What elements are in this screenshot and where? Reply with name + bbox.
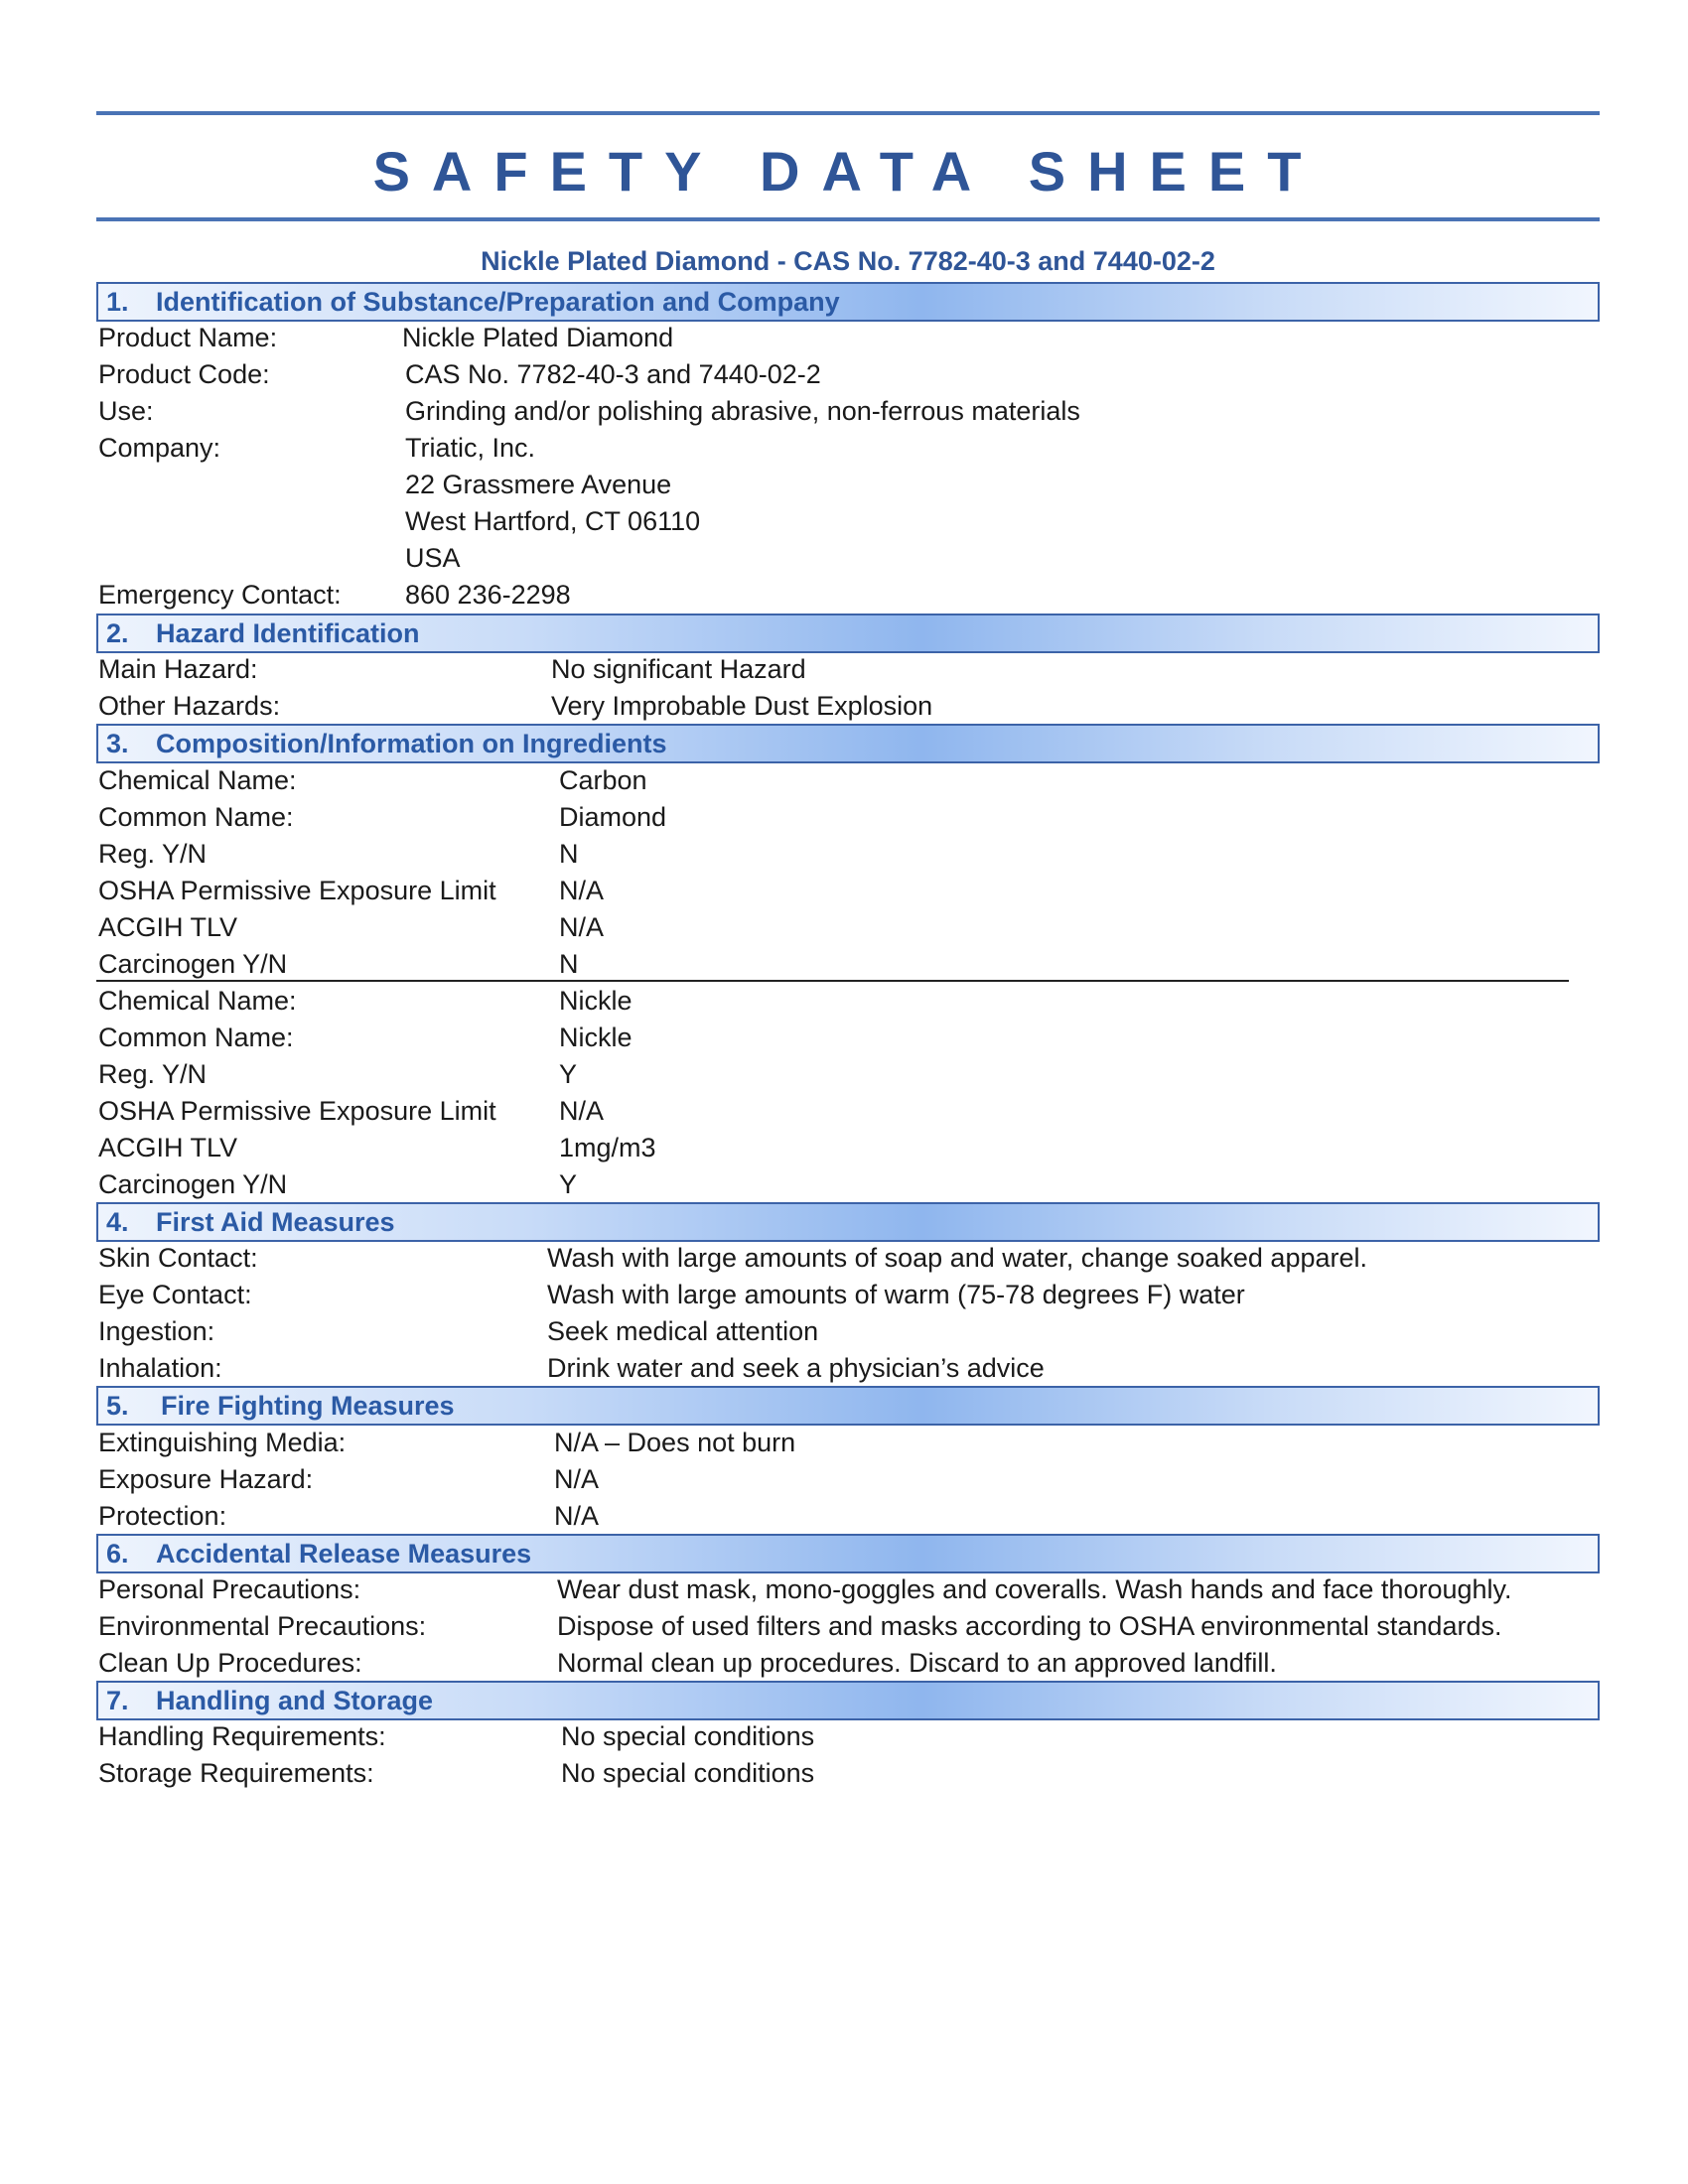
field-row: [0, 1350, 1688, 1386]
section-title: Identification of Substance/Preparation and Company: [156, 287, 840, 317]
field-row: [0, 320, 1688, 355]
top-rule: [96, 111, 1600, 115]
field-row: [0, 1461, 1688, 1497]
section-number: 4.: [106, 1207, 129, 1237]
emergency-phone: 860 236-2298: [405, 580, 571, 610]
field-value: N/A: [559, 876, 605, 905]
field-row: [0, 1755, 1688, 1791]
field-row: [0, 873, 1688, 908]
field-row: [0, 356, 1688, 392]
field-label: Reg. Y/N: [98, 1059, 208, 1089]
field-value: No significant Hazard: [551, 654, 806, 684]
field-value: Nickle Plated Diamond: [402, 323, 674, 352]
section-title: Fire Fighting Measures: [161, 1391, 455, 1421]
field-label: Emergency Contact:: [98, 580, 342, 610]
field-value: Wash with large amounts of soap and water, change soaked apparel.: [547, 1243, 1368, 1273]
field-row: [0, 1240, 1688, 1276]
field-label: Chemical Name:: [98, 765, 297, 795]
field-label: Common Name:: [98, 802, 294, 832]
field-row: [0, 1313, 1688, 1349]
field-value: N/A: [559, 1096, 605, 1126]
document-subtitle: Nickle Plated Diamond - CAS No. 7782-40-3 and 7440-02-2: [481, 246, 1215, 276]
field-label: Carcinogen Y/N: [98, 1169, 288, 1199]
field-label: Chemical Name:: [98, 986, 297, 1016]
field-label: Ingestion:: [98, 1316, 215, 1346]
field-label: Common Name:: [98, 1023, 294, 1052]
field-label: Environmental Precautions:: [98, 1611, 427, 1641]
section-number: 5.: [106, 1391, 129, 1421]
field-label: Exposure Hazard:: [98, 1464, 314, 1494]
field-label: Protection:: [98, 1501, 227, 1531]
company-name: Triatic, Inc.: [405, 433, 536, 463]
field-label: Product Name:: [98, 323, 278, 352]
title-underline-rule: [96, 217, 1600, 221]
field-row: [0, 1093, 1688, 1129]
section-header-identification: [96, 282, 1600, 322]
field-value: N/A: [559, 912, 605, 942]
field-value: Nickle: [559, 986, 633, 1016]
field-value: N/A: [554, 1464, 600, 1494]
field-row: [0, 762, 1688, 798]
field-label: Inhalation:: [98, 1353, 222, 1383]
field-value: N: [559, 949, 579, 979]
section-header-handling-storage: [96, 1681, 1600, 1720]
section-number: 6.: [106, 1539, 129, 1569]
section-number: 7.: [106, 1686, 129, 1715]
field-value: 1mg/m3: [559, 1133, 656, 1162]
field-value: No special conditions: [561, 1758, 815, 1788]
field-label: Eye Contact:: [98, 1280, 252, 1309]
section-title: Composition/Information on Ingredients: [156, 729, 667, 758]
field-value: Dispose of used filters and masks according to OSHA environmental standards.: [557, 1611, 1502, 1641]
field-value: N: [559, 839, 579, 869]
field-label: OSHA Permissive Exposure Limit: [98, 876, 496, 905]
section-title: First Aid Measures: [156, 1207, 395, 1237]
field-label: ACGIH TLV: [98, 912, 238, 942]
field-label: Personal Precautions:: [98, 1574, 361, 1604]
field-row: [0, 1718, 1688, 1754]
address-row: [0, 467, 1688, 502]
field-row: [0, 1130, 1688, 1165]
field-label: Product Code:: [98, 359, 270, 389]
field-label: Extinguishing Media:: [98, 1428, 347, 1457]
field-value: No special conditions: [561, 1721, 815, 1751]
field-row: [0, 1608, 1688, 1644]
field-value: Seek medical attention: [547, 1316, 819, 1346]
field-value: Very Improbable Dust Explosion: [551, 691, 933, 721]
field-label: Handling Requirements:: [98, 1721, 386, 1751]
field-label: Main Hazard:: [98, 654, 258, 684]
field-value: Y: [559, 1059, 578, 1089]
company-city: West Hartford, CT 06110: [405, 506, 701, 536]
field-row: [0, 1056, 1688, 1092]
address-row: [0, 503, 1688, 539]
field-value: Y: [559, 1169, 578, 1199]
company-street: 22 Grassmere Avenue: [405, 470, 672, 499]
field-row: [0, 577, 1688, 613]
section-title: Accidental Release Measures: [156, 1539, 532, 1569]
field-value: Carbon: [559, 765, 647, 795]
field-label: Skin Contact:: [98, 1243, 258, 1273]
field-row: [0, 651, 1688, 687]
section-header-first-aid: [96, 1202, 1600, 1242]
company-country: USA: [405, 543, 461, 573]
field-label: ACGIH TLV: [98, 1133, 238, 1162]
ingredient-separator-line: [96, 980, 1569, 982]
field-row: [0, 1020, 1688, 1055]
section-header-hazard: [96, 614, 1600, 653]
field-row: [0, 430, 1688, 466]
section-number: 2.: [106, 618, 129, 648]
section-number: 3.: [106, 729, 129, 758]
field-value: Nickle: [559, 1023, 633, 1052]
field-row: [0, 1645, 1688, 1681]
field-row: [0, 1277, 1688, 1312]
document-title: SAFETY DATA SHEET: [372, 140, 1324, 203]
field-value: Wear dust mask, mono-goggles and coveralls. Wash hands and face thoroughly.: [557, 1574, 1512, 1604]
field-value: Drink water and seek a physician’s advice: [547, 1353, 1045, 1383]
field-row: [0, 1571, 1688, 1607]
field-row: [0, 836, 1688, 872]
field-value: N/A: [554, 1501, 600, 1531]
section-header-fire-fighting: [96, 1386, 1600, 1426]
field-row: [0, 1425, 1688, 1460]
field-value: Wash with large amounts of warm (75-78 degrees F) water: [547, 1280, 1245, 1309]
field-label: OSHA Permissive Exposure Limit: [98, 1096, 496, 1126]
field-row: [0, 983, 1688, 1019]
field-row: [0, 799, 1688, 835]
field-row: [0, 688, 1688, 724]
field-label: Storage Requirements:: [98, 1758, 374, 1788]
field-row: [0, 909, 1688, 945]
address-row: [0, 540, 1688, 576]
field-value: N/A – Does not burn: [554, 1428, 796, 1457]
field-row: [0, 1498, 1688, 1534]
section-header-accidental-release: [96, 1534, 1600, 1573]
field-value: Diamond: [559, 802, 667, 832]
field-row: [0, 946, 1688, 982]
field-label: Company:: [98, 433, 221, 463]
section-title: Hazard Identification: [156, 618, 420, 648]
field-label: Reg. Y/N: [98, 839, 208, 869]
field-value: Normal clean up procedures. Discard to an approved landfill.: [557, 1648, 1277, 1678]
field-label: Carcinogen Y/N: [98, 949, 288, 979]
section-title: Handling and Storage: [156, 1686, 434, 1715]
field-label: Use:: [98, 396, 154, 426]
field-row: [0, 1166, 1688, 1202]
field-label: Other Hazards:: [98, 691, 281, 721]
section-header-composition: [96, 724, 1600, 763]
field-label: Clean Up Procedures:: [98, 1648, 362, 1678]
field-value: Grinding and/or polishing abrasive, non-ferrous materials: [405, 396, 1080, 426]
field-value: CAS No. 7782-40-3 and 7440-02-2: [405, 359, 821, 389]
section-number: 1.: [106, 287, 129, 317]
field-row: [0, 393, 1688, 429]
